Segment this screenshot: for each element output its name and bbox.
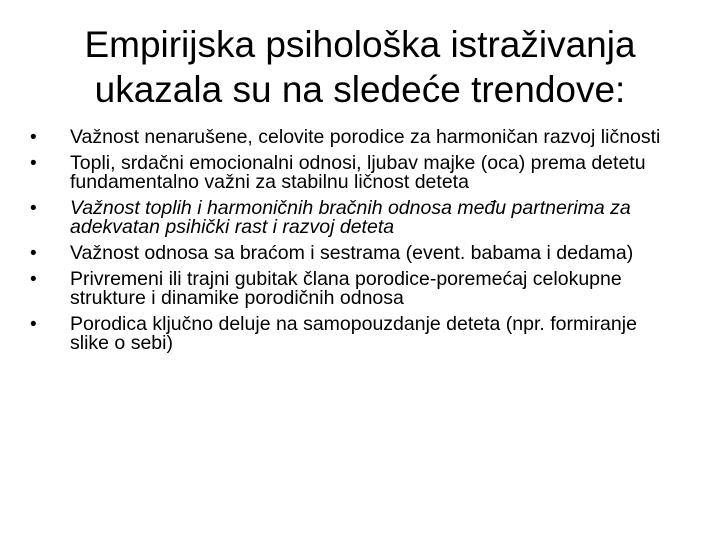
bullet-text: Važnost odnosa sa braćom i sestrama (event. babama i dedama)	[70, 242, 634, 264]
bullet-text: Važnost nenarušene, celovite porodice za harmoničan razvoj ličnosti	[70, 126, 661, 148]
slide-title-line-2: ukazala su na sledeće trendove:	[94, 69, 626, 110]
bullet-list	[30, 128, 680, 360]
bullet-dot-icon: •	[30, 127, 37, 148]
bullet-text: Važnost toplih i harmoničnih bračnih odnosa među partnerima za adekvatan psihički rast i razvoj deteta	[70, 197, 631, 238]
slide-title-line-1: Empirijska psihološka istraživanja	[84, 24, 636, 65]
bullet-item-4	[30, 244, 680, 263]
bullet-text: Privremeni ili trajni gubitak člana porodice-poremećaj celokupne strukture i dinamike porodičnih odnosa	[70, 268, 622, 309]
bullet-dot-icon: •	[30, 198, 37, 219]
slide-title	[0, 22, 720, 112]
bullet-item-2	[30, 154, 680, 192]
bullet-item-6	[30, 315, 680, 353]
bullet-dot-icon: •	[30, 314, 37, 335]
bullet-item-1	[30, 128, 680, 147]
bullet-text: Topli, srdačni emocionalni odnosi, ljubav majke (oca) prema detetu fundamentalno važni za stabilnu ličnost deteta	[70, 152, 646, 193]
bullet-dot-icon: •	[30, 243, 37, 264]
bullet-text: Porodica ključno deluje na samopouzdanje deteta (npr. formiranje slike o sebi)	[70, 313, 637, 354]
bullet-dot-icon: •	[30, 269, 37, 290]
bullet-item-5	[30, 270, 680, 308]
bullet-dot-icon: •	[30, 153, 37, 174]
bullet-item-3	[30, 199, 680, 237]
